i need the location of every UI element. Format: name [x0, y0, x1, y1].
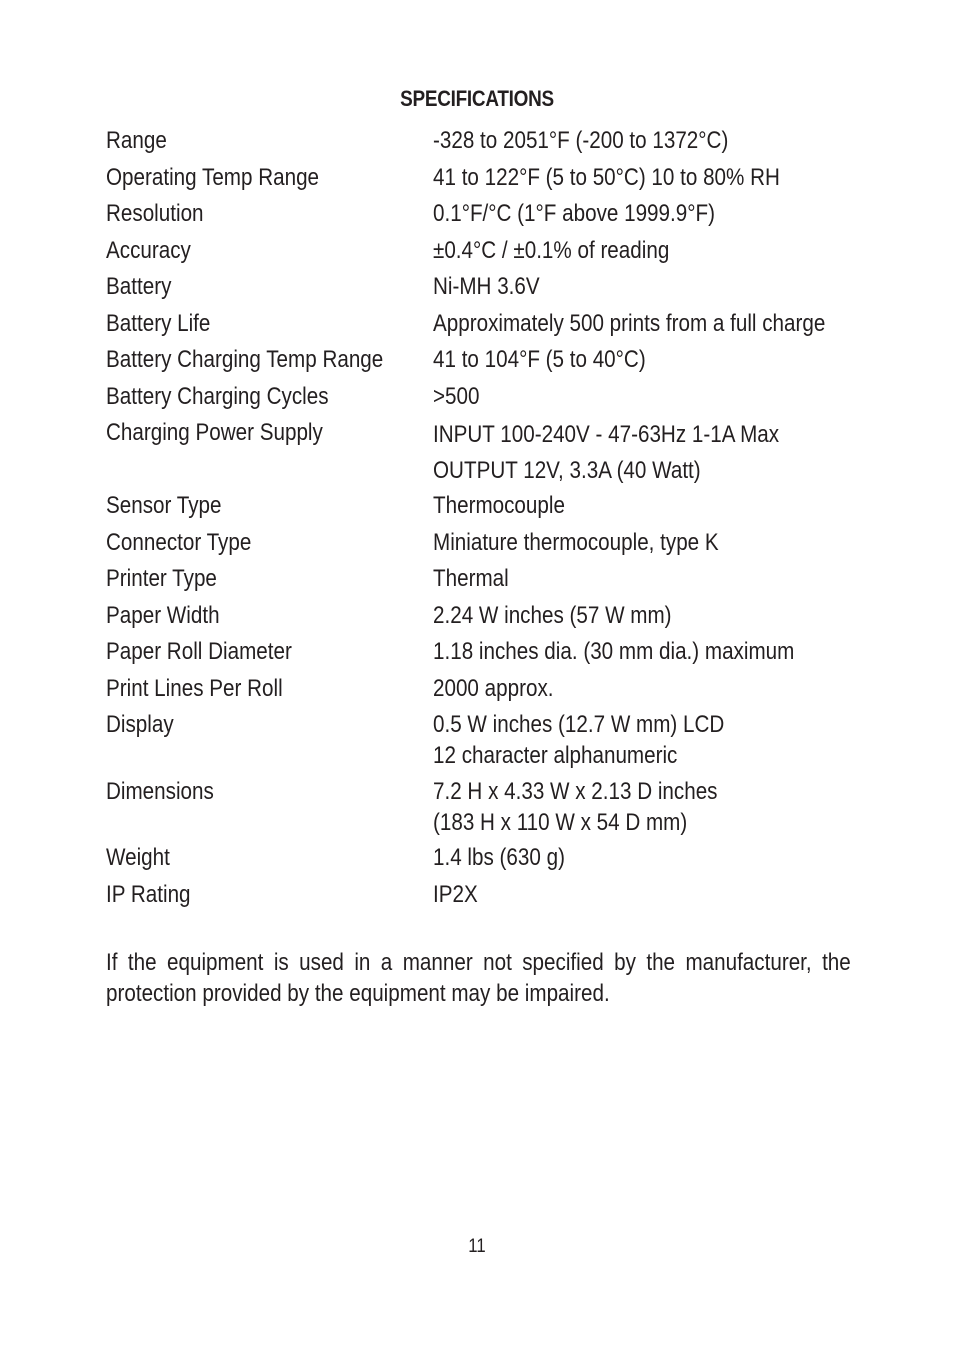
spec-row-print-lines-per-roll	[106, 673, 866, 710]
spec-label: Battery	[106, 273, 172, 300]
spec-row-battery-life	[106, 308, 866, 345]
spec-value	[433, 527, 719, 558]
spec-value-line: 7.2 H x 4.33 W x 2.13 D inches	[433, 777, 718, 805]
spec-label: Printer Type	[106, 565, 217, 592]
spec-value-line: (183 H x 110 W x 54 D mm)	[433, 808, 688, 836]
spec-value	[433, 308, 825, 339]
spec-value	[433, 235, 669, 266]
spec-row-resolution	[106, 198, 866, 235]
spec-label: Resolution	[106, 200, 204, 227]
spec-value	[433, 490, 565, 521]
spec-label: Paper Width	[106, 601, 220, 629]
spec-label: Dimensions	[106, 777, 214, 805]
spec-label: Weight	[106, 844, 170, 871]
spec-row-connector-type	[106, 527, 866, 564]
spec-value	[433, 198, 715, 229]
specifications-table	[106, 125, 866, 915]
spec-label: Battery Charging Temp Range	[106, 346, 384, 373]
spec-value-line: 0.1°F/°C (1°F above 1999.9°F)	[433, 200, 715, 227]
spec-value-line: 41 to 104°F (5 to 40°C)	[433, 346, 646, 373]
spec-value-line: OUTPUT 12V, 3.3A (40 Watt)	[433, 457, 701, 484]
spec-label: Print Lines Per Roll	[106, 674, 283, 702]
spec-label: Accuracy	[106, 236, 191, 264]
spec-value	[433, 162, 780, 193]
spec-row-battery-charging-cycles	[106, 381, 866, 418]
spec-value	[433, 600, 672, 631]
spec-value	[433, 125, 728, 156]
spec-value-line: Thermal	[433, 565, 509, 592]
spec-label: Sensor Type	[106, 492, 222, 519]
spec-label: IP Rating	[106, 880, 191, 908]
spec-row-charging-power-supply	[106, 417, 866, 490]
spec-value	[433, 271, 540, 302]
spec-row-printer-type	[106, 563, 866, 600]
spec-label: Battery Charging Cycles	[106, 382, 329, 410]
spec-label: Connector Type	[106, 528, 252, 556]
spec-label: Display	[106, 711, 174, 738]
spec-row-operating-temp-range	[106, 162, 866, 199]
spec-value-line: 0.5 W inches (12.7 W mm) LCD	[433, 711, 725, 738]
spec-label: Charging Power Supply	[106, 419, 323, 446]
spec-value	[433, 344, 646, 375]
spec-row-ip-rating	[106, 879, 866, 916]
spec-value-line: Thermocouple	[433, 492, 565, 519]
spec-value-line: Miniature thermocouple, type K	[433, 528, 719, 556]
spec-value-line: IP2X	[433, 880, 478, 908]
spec-label: Operating Temp Range	[106, 163, 320, 191]
spec-value-line: 12 character alphanumeric	[433, 742, 678, 769]
spec-value-line: -328 to 2051°F (-200 to 1372°C)	[433, 127, 729, 154]
spec-row-range	[106, 125, 866, 162]
spec-value	[433, 417, 779, 489]
spec-value-line: Approximately 500 prints from a full charge	[433, 309, 826, 337]
spec-row-battery	[106, 271, 866, 308]
spec-row-paper-width	[106, 600, 866, 637]
spec-row-weight	[106, 842, 866, 879]
spec-row-sensor-type	[106, 490, 866, 527]
page-number: 11	[468, 1236, 486, 1257]
spec-label: Range	[106, 127, 167, 154]
spec-row-accuracy	[106, 235, 866, 272]
spec-row-battery-charging-temp-range	[106, 344, 866, 381]
spec-value-line: >500	[433, 382, 480, 410]
spec-row-display	[106, 709, 866, 776]
spec-value-line: 1.4 lbs (630 g)	[433, 844, 565, 871]
spec-value-line: 2000 approx.	[433, 674, 554, 702]
spec-value-line: 2.24 W inches (57 W mm)	[433, 601, 672, 629]
spec-row-dimensions	[106, 776, 866, 843]
spec-value	[433, 563, 509, 594]
spec-value	[433, 673, 553, 704]
spec-value	[433, 776, 718, 838]
spec-value-line: ±0.4°C / ±0.1% of reading	[433, 236, 670, 264]
spec-value-line: 41 to 122°F (5 to 50°C) 10 to 80% RH	[433, 163, 780, 191]
spec-row-paper-roll-diameter	[106, 636, 866, 673]
spec-value	[433, 879, 478, 910]
spec-value-line: INPUT 100-240V - 47-63Hz 1-1A Max	[433, 421, 780, 448]
safety-note: If the equipment is used in a manner not specified by the manufacturer, the protection provided by the equipment may be impaired.	[106, 949, 851, 1007]
spec-label: Paper Roll Diameter	[106, 638, 292, 665]
spec-value-line: Ni-MH 3.6V	[433, 273, 540, 300]
spec-value-line: 1.18 inches dia. (30 mm dia.) maximum	[433, 638, 795, 665]
page-title: SPECIFICATIONS	[400, 86, 554, 111]
spec-value	[433, 381, 479, 412]
spec-value	[433, 709, 724, 771]
spec-label: Battery Life	[106, 309, 211, 337]
spec-value	[433, 636, 794, 667]
spec-value	[433, 842, 565, 873]
